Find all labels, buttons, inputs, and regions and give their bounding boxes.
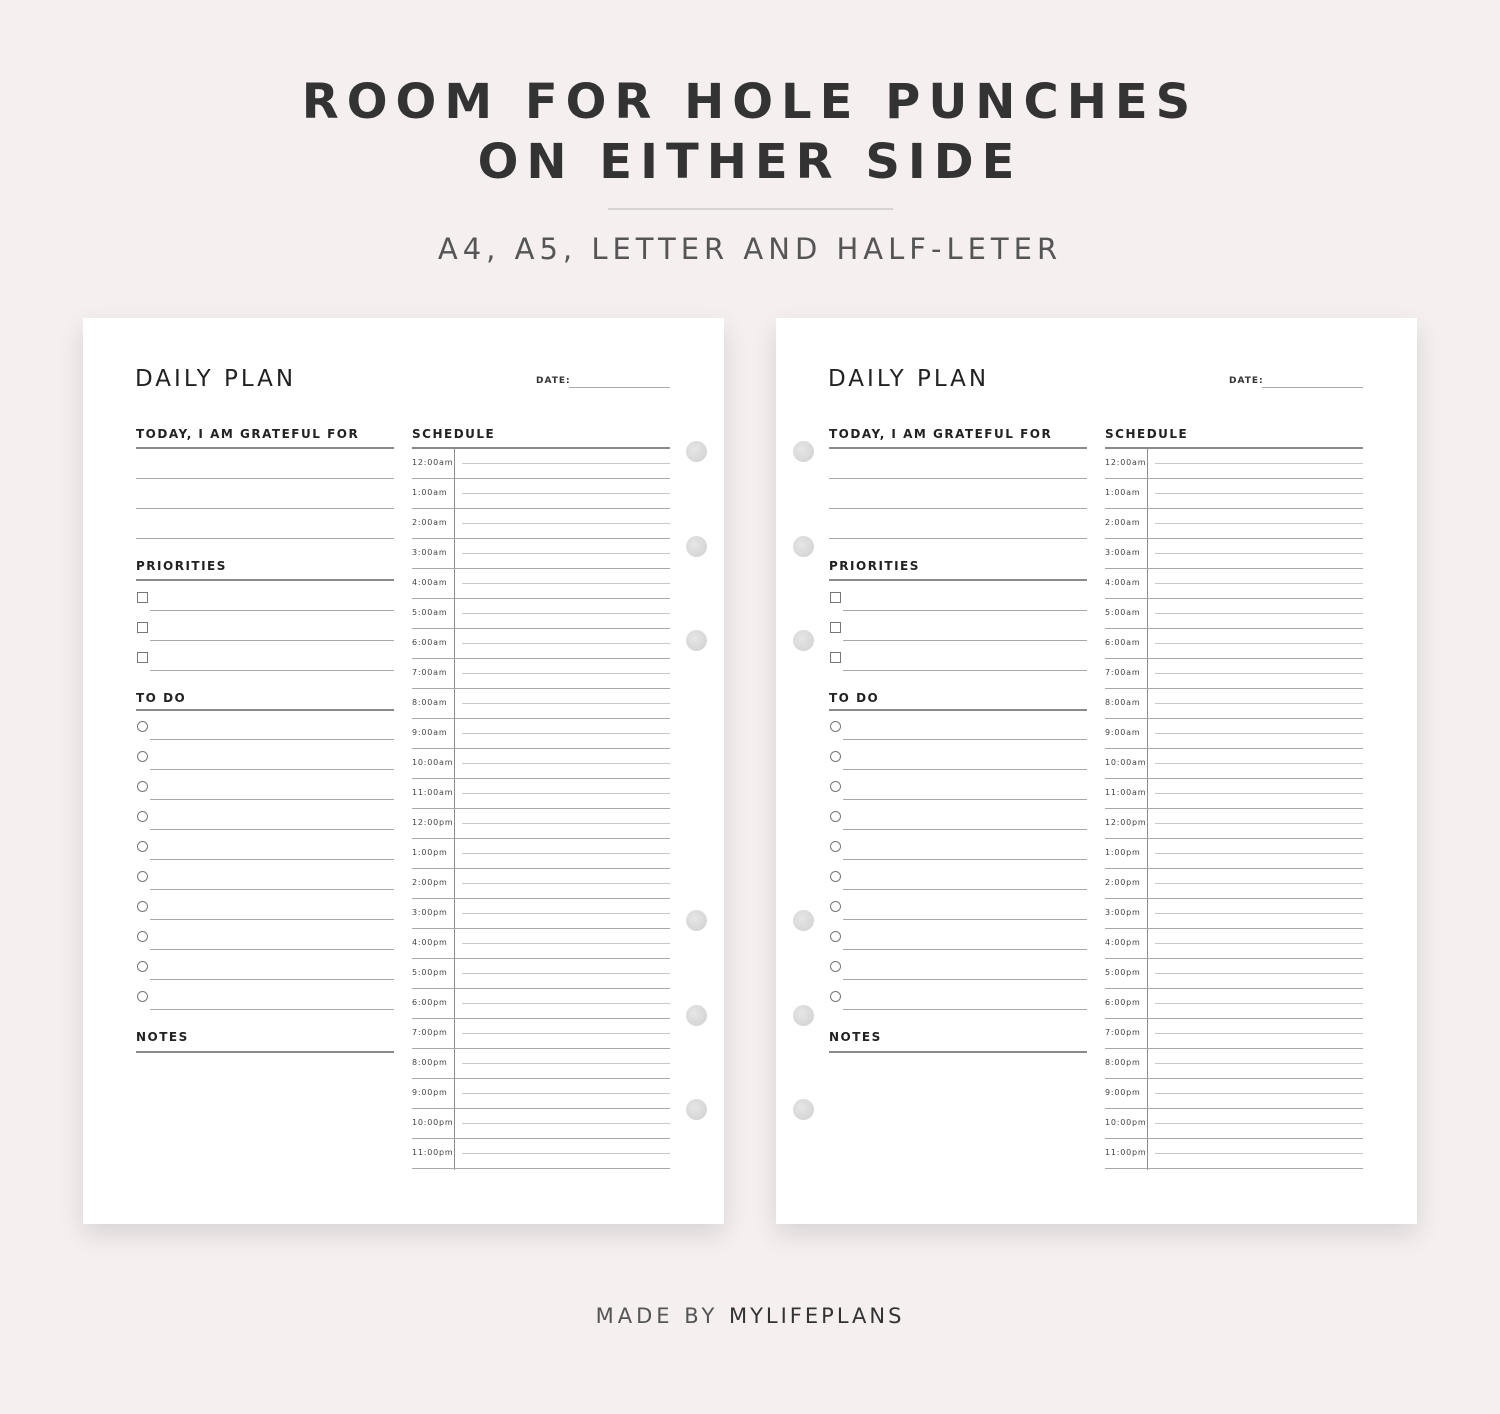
schedule-half-line[interactable] xyxy=(1155,1153,1363,1154)
schedule-half-line[interactable] xyxy=(1155,553,1363,554)
schedule-half-line[interactable] xyxy=(462,463,670,464)
grateful-line-2[interactable] xyxy=(829,508,1087,509)
schedule-half-line[interactable] xyxy=(462,643,670,644)
schedule-hour-line[interactable] xyxy=(1105,928,1363,929)
priorities-heading: PRIORITIES xyxy=(829,559,920,573)
date-label: DATE: xyxy=(536,376,571,386)
schedule-hour-line[interactable] xyxy=(1105,568,1363,569)
priority-line-1[interactable] xyxy=(843,610,1087,611)
schedule-half-line[interactable] xyxy=(462,1003,670,1004)
todo-circle-10[interactable] xyxy=(830,991,841,1002)
time-label: 1:00pm xyxy=(1105,848,1141,857)
time-label: 12:00pm xyxy=(412,818,454,827)
schedule-hour-line[interactable] xyxy=(1105,718,1363,719)
todo-line-6[interactable] xyxy=(150,889,394,890)
grateful-line-3[interactable] xyxy=(829,538,1087,539)
subtitle: A4, A5, LETTER AND HALF-LETER xyxy=(437,232,1063,266)
todo-circle-2[interactable] xyxy=(137,751,148,762)
hole-punch-3 xyxy=(793,630,814,651)
grateful-line-2[interactable] xyxy=(136,508,394,509)
time-label: 4:00pm xyxy=(1105,938,1141,947)
schedule-hour-line[interactable] xyxy=(1105,1108,1363,1109)
right-sheet xyxy=(776,318,1417,1224)
time-label: 1:00am xyxy=(412,488,448,497)
schedule-half-line[interactable] xyxy=(1155,913,1363,914)
todo-line-7[interactable] xyxy=(843,919,1087,920)
time-label: 8:00pm xyxy=(1105,1058,1141,1067)
todo-heading-rule xyxy=(829,709,1087,711)
schedule-half-line[interactable] xyxy=(1155,943,1363,944)
schedule-half-line[interactable] xyxy=(462,943,670,944)
schedule-half-line[interactable] xyxy=(462,913,670,914)
schedule-hour-line[interactable] xyxy=(412,778,670,779)
schedule-hour-line[interactable] xyxy=(1105,958,1363,959)
time-label: 2:00am xyxy=(412,518,448,527)
schedule-heading: SCHEDULE xyxy=(1105,427,1189,441)
grateful-line-1[interactable] xyxy=(829,478,1087,479)
todo-circle-5[interactable] xyxy=(137,841,148,852)
schedule-half-line[interactable] xyxy=(462,793,670,794)
hole-punch-4 xyxy=(793,910,814,931)
schedule-half-line[interactable] xyxy=(1155,523,1363,524)
schedule-half-line[interactable] xyxy=(462,1063,670,1064)
schedule-hour-line[interactable] xyxy=(412,868,670,869)
schedule-hour-line[interactable] xyxy=(1105,538,1363,539)
schedule-half-line[interactable] xyxy=(462,1123,670,1124)
grateful-heading: TODAY, I AM GRATEFUL FOR xyxy=(136,427,360,441)
todo-circle-7[interactable] xyxy=(830,901,841,912)
todo-line-10[interactable] xyxy=(843,1009,1087,1010)
schedule-hour-line[interactable] xyxy=(1105,1018,1363,1019)
time-label: 7:00pm xyxy=(412,1028,448,1037)
schedule-hour-line[interactable] xyxy=(412,1108,670,1109)
date-label: DATE: xyxy=(1229,376,1264,386)
schedule-hour-line[interactable] xyxy=(1105,628,1363,629)
schedule-half-line[interactable] xyxy=(462,973,670,974)
daily-plan-title: DAILY PLAN xyxy=(135,366,297,392)
headline-divider xyxy=(608,208,893,210)
notes-heading-rule xyxy=(829,1051,1087,1053)
schedule-hour-line[interactable] xyxy=(1105,838,1363,839)
headline-line-2: ON EITHER SIDE xyxy=(477,134,1023,190)
schedule-hour-line[interactable] xyxy=(1105,1138,1363,1139)
todo-line-9[interactable] xyxy=(150,979,394,980)
time-label: 11:00pm xyxy=(412,1148,454,1157)
schedule-hour-line[interactable] xyxy=(412,508,670,509)
todo-line-8[interactable] xyxy=(843,949,1087,950)
schedule-half-line[interactable] xyxy=(1155,793,1363,794)
todo-line-3[interactable] xyxy=(843,799,1087,800)
schedule-hour-line[interactable] xyxy=(1105,778,1363,779)
schedule-heading-rule xyxy=(412,447,670,449)
time-label: 5:00pm xyxy=(412,968,448,977)
time-label: 3:00pm xyxy=(412,908,448,917)
todo-circle-3[interactable] xyxy=(830,781,841,792)
time-label: 6:00pm xyxy=(412,998,448,1007)
time-label: 2:00am xyxy=(1105,518,1141,527)
grateful-line-1[interactable] xyxy=(136,478,394,479)
todo-line-4[interactable] xyxy=(150,829,394,830)
priority-checkbox-3[interactable] xyxy=(137,652,148,663)
schedule-half-line[interactable] xyxy=(1155,763,1363,764)
time-label: 9:00am xyxy=(1105,728,1141,737)
schedule-hour-line[interactable] xyxy=(1105,868,1363,869)
priority-line-3[interactable] xyxy=(843,670,1087,671)
schedule-hour-line[interactable] xyxy=(1105,508,1363,509)
schedule-hour-line[interactable] xyxy=(412,658,670,659)
schedule-hour-line[interactable] xyxy=(1105,898,1363,899)
schedule-half-line[interactable] xyxy=(462,613,670,614)
time-label: 10:00am xyxy=(1105,758,1147,767)
todo-line-1[interactable] xyxy=(150,739,394,740)
priority-checkbox-1[interactable] xyxy=(137,592,148,603)
schedule-hour-line[interactable] xyxy=(1105,1168,1363,1169)
schedule-half-line[interactable] xyxy=(1155,1033,1363,1034)
hole-punch-1 xyxy=(686,441,707,462)
schedule-half-line[interactable] xyxy=(1155,1093,1363,1094)
time-label: 9:00pm xyxy=(1105,1088,1141,1097)
grateful-heading-rule xyxy=(829,447,1087,449)
time-label: 10:00am xyxy=(412,758,454,767)
todo-circle-3[interactable] xyxy=(137,781,148,792)
time-label: 12:00am xyxy=(412,458,454,467)
schedule-hour-line[interactable] xyxy=(412,538,670,539)
time-label: 7:00pm xyxy=(1105,1028,1141,1037)
schedule-hour-line[interactable] xyxy=(1105,688,1363,689)
todo-line-1[interactable] xyxy=(843,739,1087,740)
priority-checkbox-2[interactable] xyxy=(137,622,148,633)
todo-line-8[interactable] xyxy=(150,949,394,950)
schedule-hour-line[interactable] xyxy=(412,718,670,719)
schedule-hour-line[interactable] xyxy=(412,688,670,689)
schedule-half-line[interactable] xyxy=(462,703,670,704)
left-sheet xyxy=(83,318,724,1224)
time-label: 4:00am xyxy=(412,578,448,587)
schedule-half-line[interactable] xyxy=(1155,1063,1363,1064)
schedule-heading-rule xyxy=(1105,447,1363,449)
todo-line-2[interactable] xyxy=(843,769,1087,770)
schedule-half-line[interactable] xyxy=(462,763,670,764)
priorities-heading: PRIORITIES xyxy=(136,559,227,573)
schedule-hour-line[interactable] xyxy=(1105,808,1363,809)
priority-checkbox-3[interactable] xyxy=(830,652,841,663)
footer xyxy=(0,1304,1500,1328)
todo-circle-4[interactable] xyxy=(830,811,841,822)
hole-punch-6 xyxy=(686,1099,707,1120)
todo-line-9[interactable] xyxy=(843,979,1087,980)
schedule-half-line[interactable] xyxy=(1155,703,1363,704)
time-label: 3:00pm xyxy=(1105,908,1141,917)
schedule-hour-line[interactable] xyxy=(412,958,670,959)
time-label: 12:00am xyxy=(1105,458,1147,467)
time-label: 3:00am xyxy=(1105,548,1141,557)
hole-punch-2 xyxy=(686,536,707,557)
schedule-hour-line[interactable] xyxy=(412,988,670,989)
time-label: 8:00am xyxy=(1105,698,1141,707)
time-label: 11:00am xyxy=(412,788,454,797)
priority-line-3[interactable] xyxy=(150,670,394,671)
schedule-heading: SCHEDULE xyxy=(412,427,496,441)
schedule-hour-line[interactable] xyxy=(412,928,670,929)
todo-heading: TO DO xyxy=(136,691,187,705)
hole-punch-1 xyxy=(793,441,814,462)
priorities-heading-rule xyxy=(829,579,1087,581)
hole-punch-3 xyxy=(686,630,707,651)
priority-line-2[interactable] xyxy=(150,640,394,641)
schedule-half-line[interactable] xyxy=(1155,883,1363,884)
time-label: 9:00pm xyxy=(412,1088,448,1097)
todo-circle-9[interactable] xyxy=(830,961,841,972)
time-label: 10:00pm xyxy=(412,1118,454,1127)
priority-line-2[interactable] xyxy=(843,640,1087,641)
schedule-hour-line[interactable] xyxy=(1105,658,1363,659)
schedule-half-line[interactable] xyxy=(1155,613,1363,614)
time-label: 7:00am xyxy=(412,668,448,677)
time-label: 8:00pm xyxy=(412,1058,448,1067)
schedule-hour-line[interactable] xyxy=(412,808,670,809)
schedule-half-line[interactable] xyxy=(462,523,670,524)
schedule-hour-line[interactable] xyxy=(412,1078,670,1079)
time-label: 1:00am xyxy=(1105,488,1141,497)
hole-punch-4 xyxy=(686,910,707,931)
footer-brand: MYLIFEPLANS xyxy=(728,1304,905,1328)
schedule-hour-line[interactable] xyxy=(412,1168,670,1169)
hole-punch-2 xyxy=(793,536,814,557)
schedule-hour-line[interactable] xyxy=(1105,1048,1363,1049)
time-label: 10:00pm xyxy=(1105,1118,1147,1127)
priority-checkbox-2[interactable] xyxy=(830,622,841,633)
todo-circle-7[interactable] xyxy=(137,901,148,912)
schedule-hour-line[interactable] xyxy=(412,568,670,569)
schedule-half-line[interactable] xyxy=(462,853,670,854)
schedule-half-line[interactable] xyxy=(1155,823,1363,824)
todo-circle-10[interactable] xyxy=(137,991,148,1002)
schedule-half-line[interactable] xyxy=(1155,733,1363,734)
schedule-hour-line[interactable] xyxy=(412,478,670,479)
todo-circle-8[interactable] xyxy=(137,931,148,942)
hole-punch-5 xyxy=(686,1005,707,1026)
schedule-hour-line[interactable] xyxy=(412,838,670,839)
todo-line-10[interactable] xyxy=(150,1009,394,1010)
todo-circle-5[interactable] xyxy=(830,841,841,852)
todo-line-4[interactable] xyxy=(843,829,1087,830)
todo-heading-rule xyxy=(136,709,394,711)
schedule-half-line[interactable] xyxy=(462,583,670,584)
schedule-half-line[interactable] xyxy=(462,883,670,884)
schedule-half-line[interactable] xyxy=(1155,673,1363,674)
notes-heading-rule xyxy=(136,1051,394,1053)
schedule-half-line[interactable] xyxy=(1155,643,1363,644)
time-label: 4:00pm xyxy=(412,938,448,947)
schedule-half-line[interactable] xyxy=(1155,853,1363,854)
priorities-heading-rule xyxy=(136,579,394,581)
todo-line-3[interactable] xyxy=(150,799,394,800)
schedule-hour-line[interactable] xyxy=(1105,598,1363,599)
schedule-divider xyxy=(1147,448,1148,1170)
schedule-half-line[interactable] xyxy=(462,733,670,734)
time-label: 1:00pm xyxy=(412,848,448,857)
time-label: 4:00am xyxy=(1105,578,1141,587)
time-label: 6:00pm xyxy=(1105,998,1141,1007)
schedule-half-line[interactable] xyxy=(462,1093,670,1094)
schedule-hour-line[interactable] xyxy=(1105,748,1363,749)
grateful-heading-rule xyxy=(136,447,394,449)
schedule-half-line[interactable] xyxy=(1155,973,1363,974)
todo-circle-1[interactable] xyxy=(830,721,841,732)
schedule-hour-line[interactable] xyxy=(1105,1078,1363,1079)
todo-circle-8[interactable] xyxy=(830,931,841,942)
date-field[interactable] xyxy=(569,387,670,388)
hole-punch-6 xyxy=(793,1099,814,1120)
time-label: 9:00am xyxy=(412,728,448,737)
todo-line-6[interactable] xyxy=(843,889,1087,890)
schedule-half-line[interactable] xyxy=(1155,1123,1363,1124)
schedule-half-line[interactable] xyxy=(462,823,670,824)
schedule-hour-line[interactable] xyxy=(412,748,670,749)
time-label: 2:00pm xyxy=(412,878,448,887)
time-label: 11:00am xyxy=(1105,788,1147,797)
schedule-half-line[interactable] xyxy=(462,1033,670,1034)
time-label: 6:00am xyxy=(1105,638,1141,647)
schedule-hour-line[interactable] xyxy=(412,1138,670,1139)
time-label: 12:00pm xyxy=(1105,818,1147,827)
schedule-half-line[interactable] xyxy=(1155,1003,1363,1004)
todo-circle-1[interactable] xyxy=(137,721,148,732)
todo-circle-6[interactable] xyxy=(137,871,148,882)
time-label: 8:00am xyxy=(412,698,448,707)
schedule-hour-line[interactable] xyxy=(412,898,670,899)
time-label: 6:00am xyxy=(412,638,448,647)
hole-punch-5 xyxy=(793,1005,814,1026)
schedule-hour-line[interactable] xyxy=(412,628,670,629)
schedule-hour-line[interactable] xyxy=(1105,478,1363,479)
time-label: 7:00am xyxy=(1105,668,1141,677)
schedule-half-line[interactable] xyxy=(1155,583,1363,584)
todo-circle-9[interactable] xyxy=(137,961,148,972)
priority-line-1[interactable] xyxy=(150,610,394,611)
schedule-half-line[interactable] xyxy=(462,673,670,674)
schedule-half-line[interactable] xyxy=(462,1153,670,1154)
schedule-half-line[interactable] xyxy=(462,553,670,554)
headline-line-1: ROOM FOR HOLE PUNCHES xyxy=(301,74,1199,130)
schedule-half-line[interactable] xyxy=(1155,463,1363,464)
todo-circle-2[interactable] xyxy=(830,751,841,762)
date-field[interactable] xyxy=(1262,387,1363,388)
time-label: 3:00am xyxy=(412,548,448,557)
schedule-divider xyxy=(454,448,455,1170)
schedule-hour-line[interactable] xyxy=(412,1048,670,1049)
notes-heading: NOTES xyxy=(136,1030,189,1044)
schedule-hour-line[interactable] xyxy=(1105,988,1363,989)
grateful-heading: TODAY, I AM GRATEFUL FOR xyxy=(829,427,1053,441)
daily-plan-title: DAILY PLAN xyxy=(828,366,990,392)
todo-circle-4[interactable] xyxy=(137,811,148,822)
schedule-hour-line[interactable] xyxy=(412,598,670,599)
schedule-hour-line[interactable] xyxy=(412,1018,670,1019)
todo-line-5[interactable] xyxy=(150,859,394,860)
time-label: 5:00pm xyxy=(1105,968,1141,977)
todo-line-2[interactable] xyxy=(150,769,394,770)
headline xyxy=(0,72,1500,192)
schedule-half-line[interactable] xyxy=(462,493,670,494)
todo-circle-6[interactable] xyxy=(830,871,841,882)
todo-line-7[interactable] xyxy=(150,919,394,920)
time-label: 5:00am xyxy=(412,608,448,617)
notes-heading: NOTES xyxy=(829,1030,882,1044)
todo-line-5[interactable] xyxy=(843,859,1087,860)
time-label: 2:00pm xyxy=(1105,878,1141,887)
time-label: 11:00pm xyxy=(1105,1148,1147,1157)
footer-made-by: MADE BY xyxy=(595,1304,719,1328)
time-label: 5:00am xyxy=(1105,608,1141,617)
todo-heading: TO DO xyxy=(829,691,880,705)
schedule-half-line[interactable] xyxy=(1155,493,1363,494)
grateful-line-3[interactable] xyxy=(136,538,394,539)
priority-checkbox-1[interactable] xyxy=(830,592,841,603)
